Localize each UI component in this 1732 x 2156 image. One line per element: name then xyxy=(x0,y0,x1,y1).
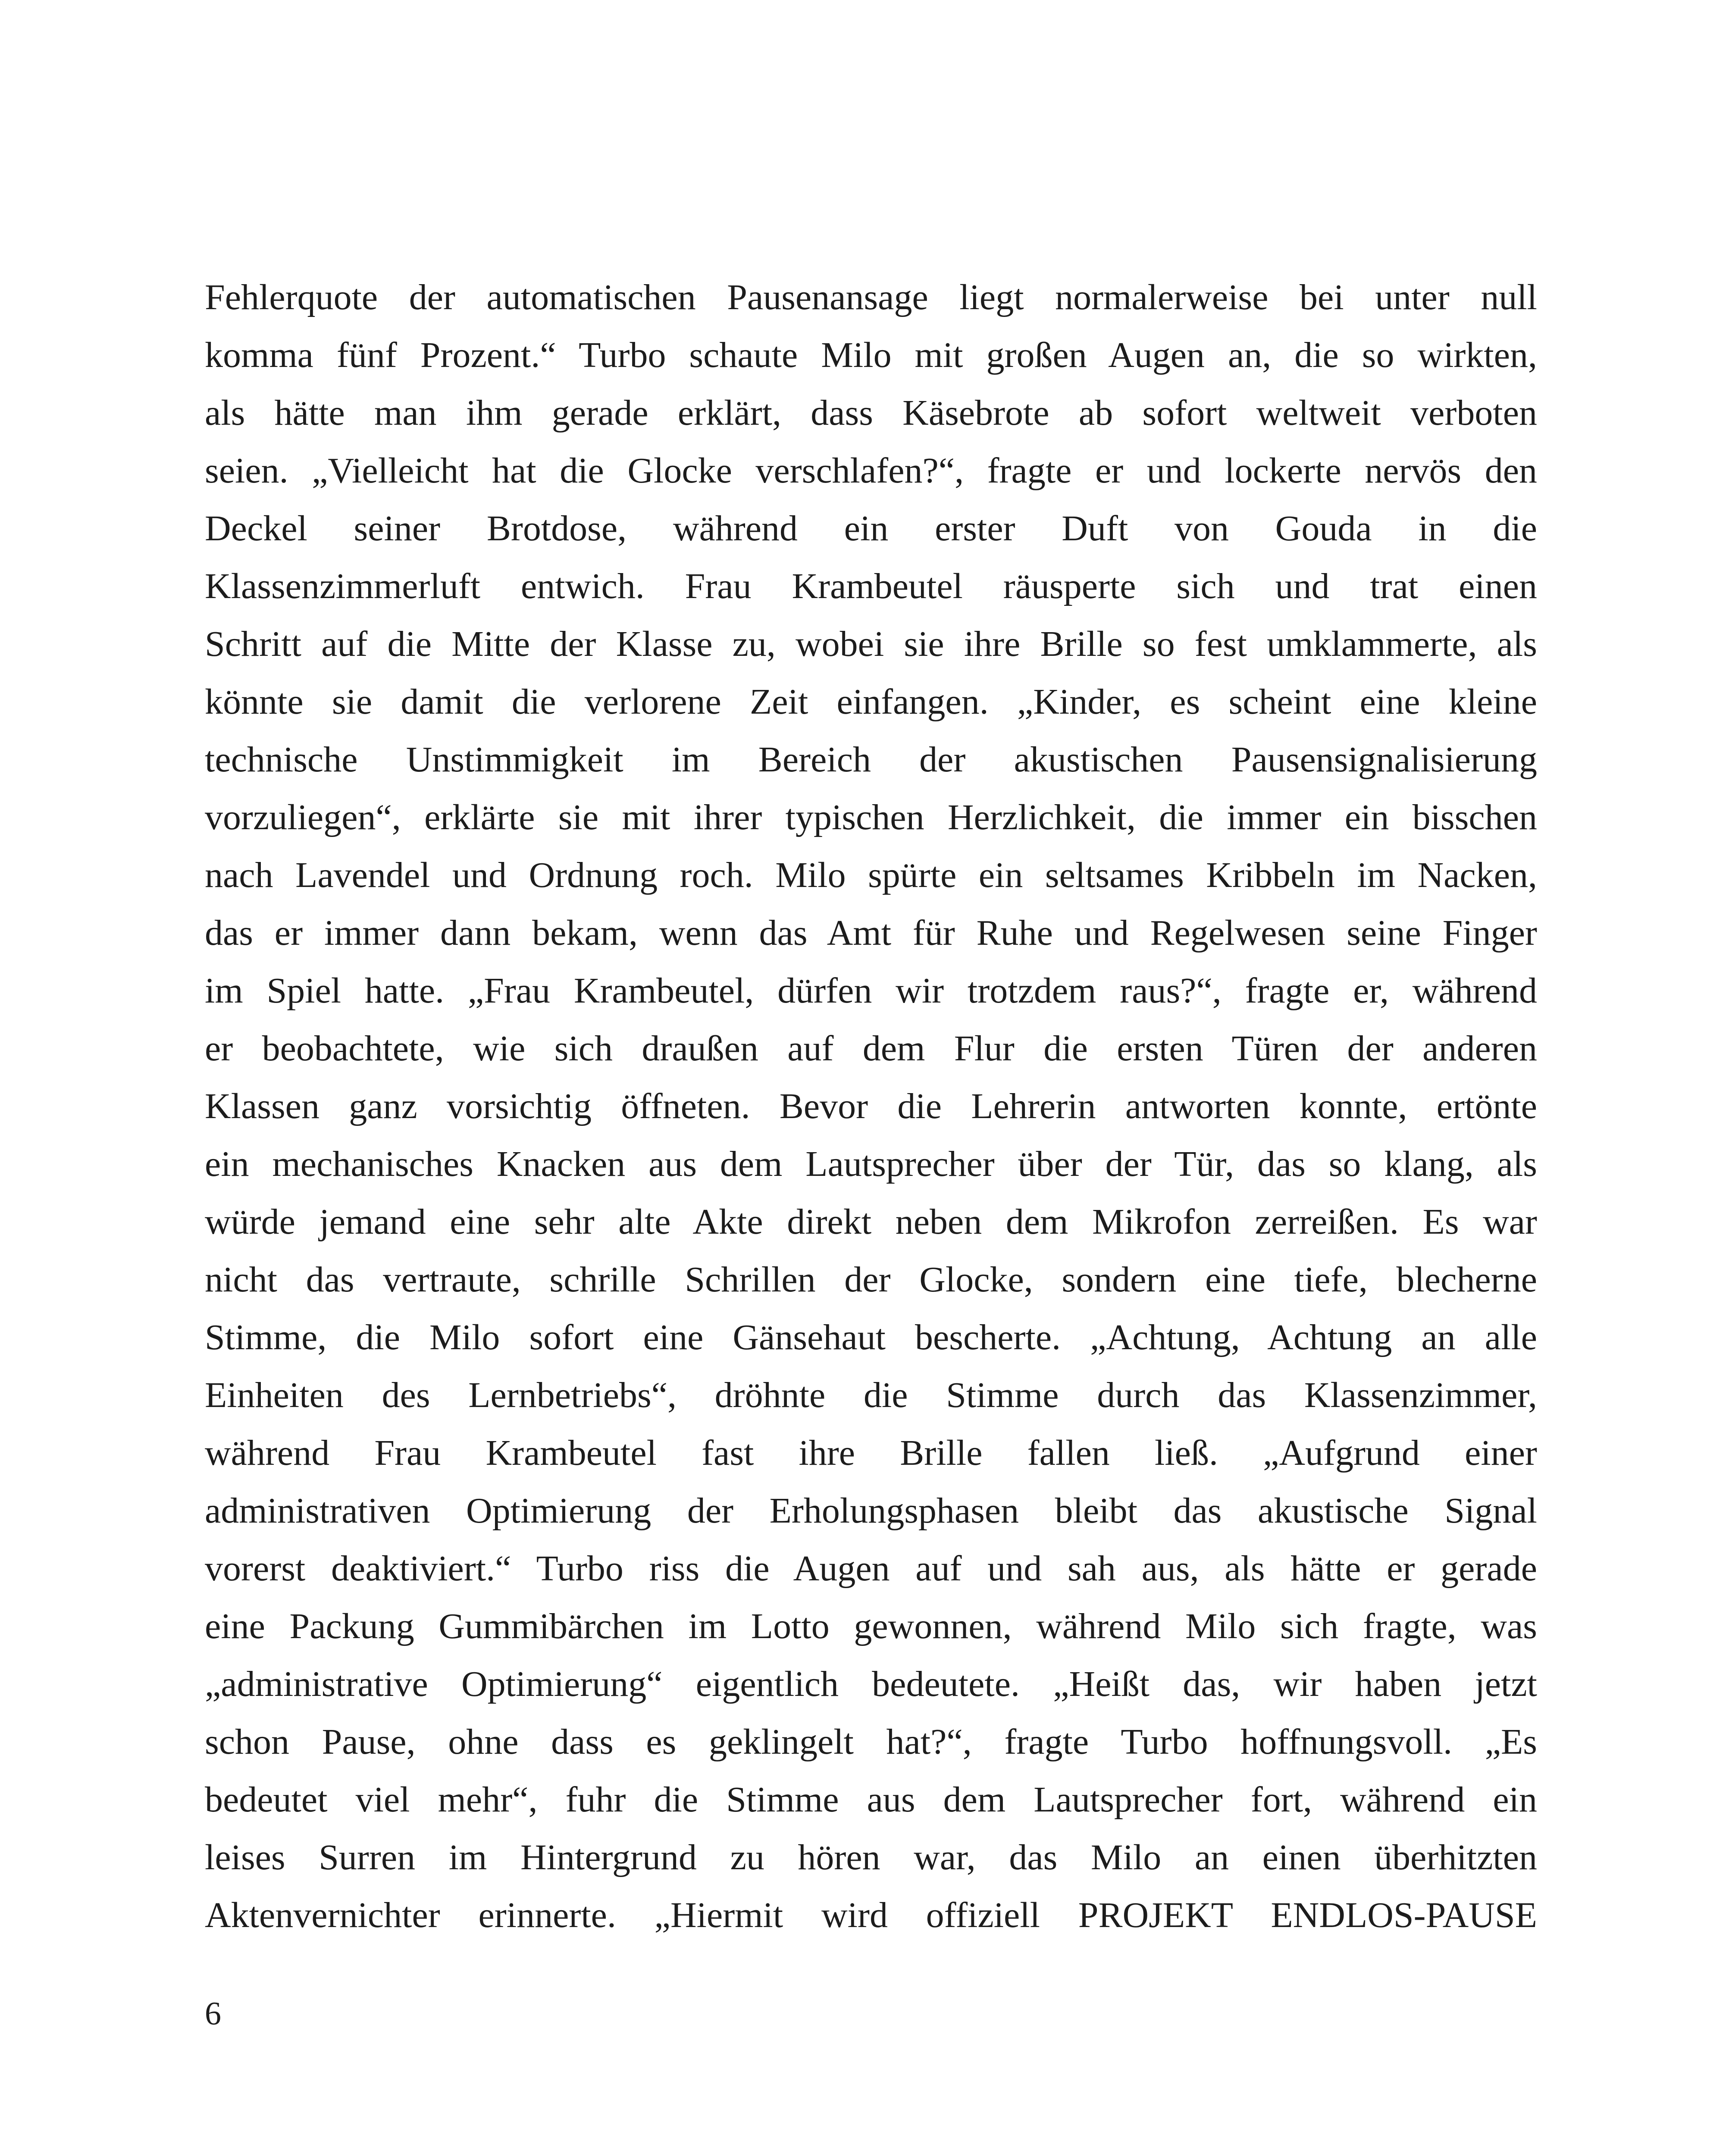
text-line-11: nach Lavendel und Ordnung roch. Milo spürte ein seltsames Kribbeln im Nacken, xyxy=(205,855,1537,895)
text-line-1: Fehlerquote der automatischen Pausenansage liegt normalerweise bei unter null xyxy=(205,277,1537,317)
text-line-4: seien. „Vielleicht hat die Glocke verschlafen?“, fragte er und lockerte nervös den xyxy=(205,451,1537,491)
text-line-22: administrativen Optimierung der Erholungsphasen bleibt das akustische Signal xyxy=(205,1491,1537,1531)
text-line-15: Klassen ganz vorsichtig öffneten. Bevor die Lehrerin antworten konnte, ertönte xyxy=(205,1086,1537,1126)
text-line-20: Einheiten des Lernbetriebs“, dröhnte die Stimme durch das Klassenzimmer, xyxy=(205,1375,1537,1415)
text-line-19: Stimme, die Milo sofort eine Gänsehaut bescherte. „Achtung, Achtung an alle xyxy=(205,1317,1537,1357)
text-line-3: als hätte man ihm gerade erklärt, dass Käsebrote ab sofort weltweit verboten xyxy=(205,393,1537,433)
text-line-28: leises Surren im Hintergrund zu hören war, das Milo an einen überhitzten xyxy=(205,1837,1537,1877)
text-line-18: nicht das vertraute, schrille Schrillen der Glocke, sondern eine tiefe, blecherne xyxy=(205,1260,1537,1300)
text-line-12: das er immer dann bekam, wenn das Amt für Ruhe und Regelwesen seine Finger xyxy=(205,913,1537,953)
body-text xyxy=(205,269,1537,1944)
text-line-27: bedeutet viel mehr“, fuhr die Stimme aus dem Lautsprecher fort, während ein xyxy=(205,1780,1537,1820)
text-line-24: eine Packung Gummibärchen im Lotto gewonnen, während Milo sich fragte, was xyxy=(205,1606,1537,1646)
page-number: 6 xyxy=(205,1996,221,2032)
text-line-21: während Frau Krambeutel fast ihre Brille fallen ließ. „Aufgrund einer xyxy=(205,1433,1537,1473)
text-line-2: komma fünf Prozent.“ Turbo schaute Milo mit großen Augen an, die so wirkten, xyxy=(205,335,1537,375)
text-line-26: schon Pause, ohne dass es geklingelt hat?“, fragte Turbo hoffnungsvoll. „Es xyxy=(205,1722,1537,1762)
text-line-5: Deckel seiner Brotdose, während ein erster Duft von Gouda in die xyxy=(205,508,1537,548)
text-line-23: vorerst deaktiviert.“ Turbo riss die Augen auf und sah aus, als hätte er gerade xyxy=(205,1548,1537,1589)
text-line-10: vorzuliegen“, erklärte sie mit ihrer typischen Herzlichkeit, die immer ein bisschen xyxy=(205,797,1537,837)
text-line-29: Aktenvernichter erinnerte. „Hiermit wird offiziell PROJEKT ENDLOS-PAUSE xyxy=(205,1895,1537,1935)
text-line-7: Schritt auf die Mitte der Klasse zu, wobei sie ihre Brille so fest umklammerte, als xyxy=(205,624,1537,664)
text-line-6: Klassenzimmerluft entwich. Frau Krambeutel räusperte sich und trat einen xyxy=(205,566,1537,606)
text-line-8: könnte sie damit die verlorene Zeit einfangen. „Kinder, es scheint eine kleine xyxy=(205,682,1537,722)
text-line-17: würde jemand eine sehr alte Akte direkt neben dem Mikrofon zerreißen. Es war xyxy=(205,1202,1537,1242)
text-line-25: „administrative Optimierung“ eigentlich bedeutete. „Heißt das, wir haben jetzt xyxy=(205,1664,1537,1704)
text-line-16: ein mechanisches Knacken aus dem Lautsprecher über der Tür, das so klang, als xyxy=(205,1144,1537,1184)
text-line-13: im Spiel hatte. „Frau Krambeutel, dürfen wir trotzdem raus?“, fragte er, während xyxy=(205,971,1537,1011)
text-line-14: er beobachtete, wie sich draußen auf dem Flur die ersten Türen der anderen xyxy=(205,1028,1537,1069)
text-line-9: technische Unstimmigkeit im Bereich der akustischen Pausensignalisierung xyxy=(205,740,1537,780)
